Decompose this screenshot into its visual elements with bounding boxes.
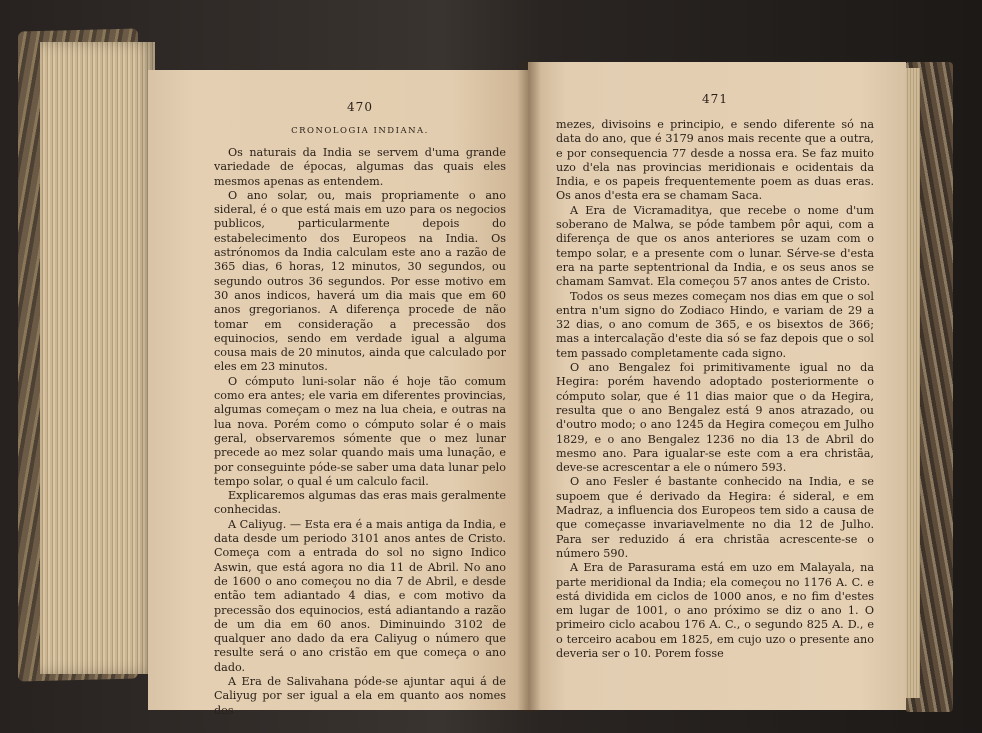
book-gutter <box>517 62 541 712</box>
paragraph: O cómputo luni-solar não é hoje tão comum como era antes; ele varia em diferentes provincias, algumas começam o mez na lua cheia, e outras na lua nova. Porém como o cómputo solar é o mais geral, observaremos sómente que o mez lunar precede ao mez solar quando mais uma lunação, e por conseguinte póde-se saber uma data lunar pelo tempo solar, o qual é um calculo facil. <box>214 374 506 488</box>
paragraph: A Era de Salivahana póde-se ajuntar aqui á de Caliyug por ser igual a ela em quanto aos nomes dos <box>214 674 506 717</box>
paragraph: mezes, divisoins e principio, e sendo diferente só na data do ano, que é 3179 anos mais recente que a outra, e por consequencia 77 desde a nossa era. Se faz muito uzo d'ela nas provincias meridionais e ocidentais da India, e os papeis frequentemente poem as duas eras. Os anos d'esta era se chamam Saca. <box>556 118 874 203</box>
paragraph: O ano Bengalez foi primitivamente igual no da Hegira: porém havendo adoptado posteriormente o cómputo solar, que é 11 dias maior que o da Hegira, resulta que o ano Bengalez está 9 anos atrazado, ou d'outro modo; o ano 1245 da Hegira começou em Julho 1829, e o ano Bengalez 1236 no dia 13 de Abril do mesmo ano. Para igualar-se este com a era christãa, deve-se acrescentar a ele o número 593. <box>556 361 874 475</box>
paragraph: A Era de Parasurama está em uzo em Malayala, na parte meridional da India; ela começou no 1176 A. C. e está dividida em ciclos de 1000 anos, e no fim d'estes em lugar de 1001, o ano próximo se diz o ano 1. O primeiro ciclo acabou 176 A. C., o segundo 825 A. D., e o terceiro acabou em 1825, em cujo uzo o presente ano deveria ser o 10. Porem fosse <box>556 561 874 660</box>
page-number-right: 471 <box>702 92 728 106</box>
paragraph: A Era de Vicramaditya, que recebe o nome d'um soberano de Malwa, se póde tambem pôr aqui, com a diferença de que os anos anteriores se uzam com o tempo solar, e a presente com o lunar. Sérve-se d'esta era na parte septentrional da India, e os seus anos se chamam Samvat. Ela começou 57 anos antes de Cristo. <box>556 203 874 289</box>
paragraph: O ano Fesler é bastante conhecido na India, e se supoem que é derivado da Hegira: é sideral, e em Madraz, a influencia dos Europeos tem sido a causa de que começasse invariavelmente no dia 12 de Julho. Para ser reduzido á era christãa acrescente-se o número 590. <box>556 475 874 560</box>
right-page <box>528 62 906 710</box>
left-page-text <box>214 146 506 718</box>
paragraph: A Caliyug. — Esta era é a mais antiga da India, e data desde um periodo 3101 anos antes de Cristo. Começa com a entrada do sol no signo Indico Aswin, que está agora no dia 11 de Abril. No ano de 1600 o ano começou no dia 7 de Abril, e desde então tem adiantado 4 dias, e com motivo da precessão dos equinocios, está adiantando a razão de um dia em 60 anos. Diminuindo 3102 de qualquer ano dado da era Caliyug o número que resulte será o ano cristão em que começa o ano dado. <box>214 517 506 674</box>
running-head: CRONOLOGIA INDIANA. <box>291 126 429 136</box>
page-number-left: 470 <box>347 100 373 114</box>
paragraph: Explicaremos algumas das eras mais geralmente conhecidas. <box>214 489 506 517</box>
left-page <box>148 70 528 717</box>
paragraph: O ano solar, ou, mais propriamente o ano sideral, é o que está mais em uzo para os negocios publicos, particularmente depois do estabelecimento dos Europeos na India. Os astrónomos da India calculam este ano a razão de 365 dias, 6 horas, 12 minutos, 30 segundos, ou segundo outros 36 segundos. Por esse motivo em 30 anos indicos, haverá um dia mais que em 60 anos gregorianos. A diferença procede de não tomar em consideração a precessão dos equinocios, sendo em verdade igual a alguma cousa mais de 20 minutos, ainda que calculado por eles em 23 minutos. <box>214 188 506 374</box>
paragraph: Todos os seus mezes começam nos dias em que o sol entra n'um signo do Zodiaco Hindo, e variam de 29 a 32 dias, o ano comum de 365, e os bisextos de 366; mas a intercalação d'este dia só se faz depois que o sol tem passado completamente cada signo. <box>556 289 874 360</box>
paragraph: Os naturais da India se servem d'uma grande variedade de épocas, algumas das quais eles mesmos apenas as entendem. <box>214 146 506 188</box>
right-page-text <box>556 118 874 661</box>
left-page-stack <box>40 42 155 674</box>
